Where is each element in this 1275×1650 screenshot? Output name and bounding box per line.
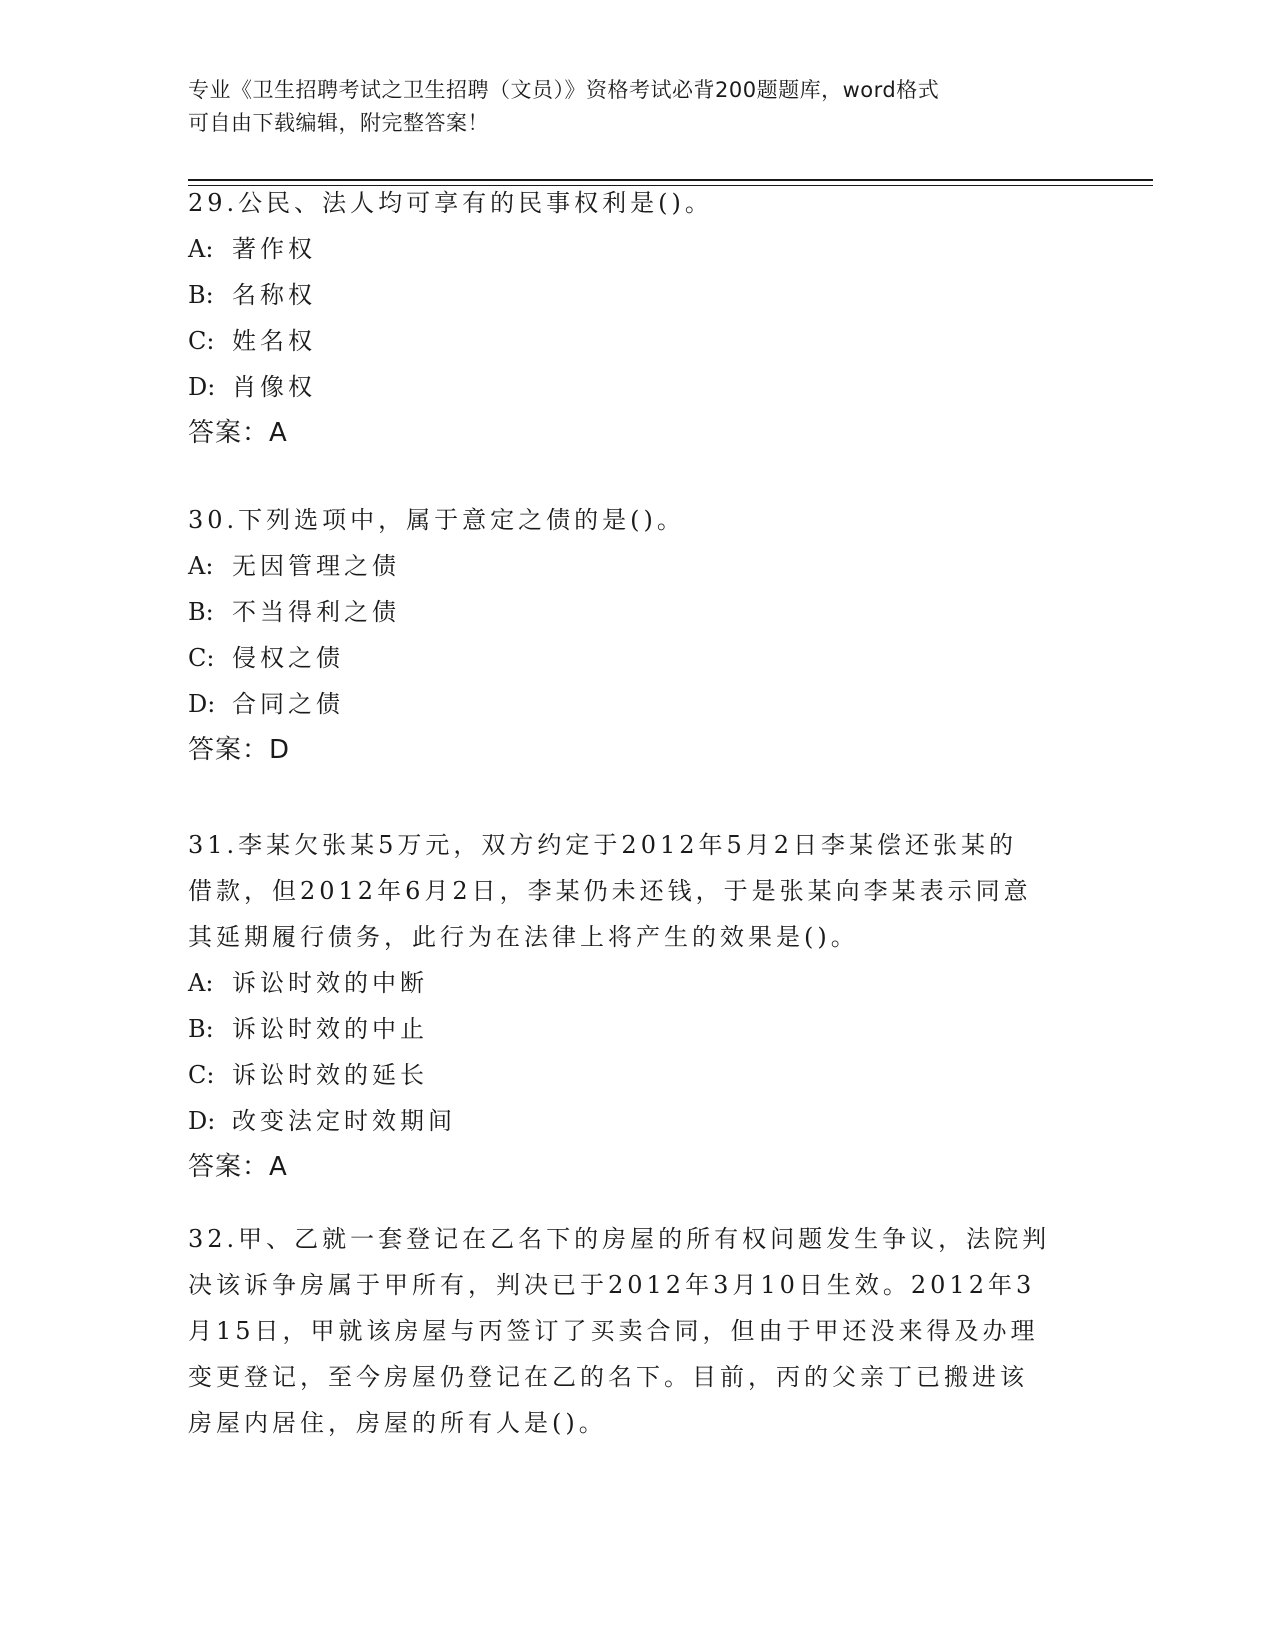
option-key: B: bbox=[188, 598, 214, 626]
header-title-line-1: 专业《卫生招聘考试之卫生招聘（文员）》资格考试必背200题题库，word格式 bbox=[188, 78, 940, 102]
stem-line: 31.李某欠张某5万元，双方约定于2012年5月2日李某偿还张某的 bbox=[188, 831, 1018, 859]
stem-line: 30.下列选项中，属于意定之债的是()。 bbox=[188, 506, 685, 534]
option-key: D: bbox=[188, 1107, 216, 1135]
answer-line: 答案：A bbox=[188, 418, 288, 448]
question-stem bbox=[188, 180, 1088, 226]
option-key: C: bbox=[188, 644, 215, 672]
stem-line: 32.甲、乙就一套登记在乙名下的房屋的所有权问题发生争议，法院判 bbox=[188, 1225, 1051, 1253]
option-key: C: bbox=[188, 1061, 215, 1089]
option-b bbox=[188, 589, 1088, 635]
question-32 bbox=[188, 1216, 1088, 1446]
option-key: D: bbox=[188, 690, 216, 718]
header-title-line-2: 可自由下载编辑，附完整答案！ bbox=[188, 111, 489, 135]
option-d bbox=[188, 1098, 1088, 1144]
stem-line: 决该诉争房属于甲所有，判决已于2012年3月10日生效。2012年3 bbox=[188, 1271, 1036, 1299]
stem-line: 借款，但2012年6月2日，李某仍未还钱，于是张某向李某表示同意 bbox=[188, 877, 1032, 905]
option-text: 姓名权 bbox=[232, 327, 316, 355]
option-key: A: bbox=[188, 969, 214, 997]
question-stem bbox=[188, 822, 1088, 960]
option-text: 诉讼时效的中断 bbox=[232, 969, 428, 997]
question-stem bbox=[188, 1216, 1088, 1446]
stem-line: 变更登记，至今房屋仍登记在乙的名下。目前，丙的父亲丁已搬进该 bbox=[188, 1363, 1028, 1391]
option-text: 不当得利之债 bbox=[232, 598, 400, 626]
answer-line: 答案：D bbox=[188, 735, 291, 765]
option-key: A: bbox=[188, 552, 214, 580]
option-key: B: bbox=[188, 281, 214, 309]
option-text: 名称权 bbox=[232, 281, 316, 309]
option-a bbox=[188, 960, 1088, 1006]
option-c bbox=[188, 1052, 1088, 1098]
option-text: 侵权之债 bbox=[232, 644, 344, 672]
option-a bbox=[188, 543, 1088, 589]
option-key: D: bbox=[188, 373, 216, 401]
stem-line: 房屋内居住，房屋的所有人是()。 bbox=[188, 1409, 607, 1437]
option-text: 合同之债 bbox=[232, 690, 344, 718]
option-key: B: bbox=[188, 1015, 214, 1043]
question-stem bbox=[188, 497, 1088, 543]
option-d bbox=[188, 364, 1088, 410]
question-29 bbox=[188, 180, 1088, 456]
stem-line: 月15日，甲就该房屋与丙签订了买卖合同，但由于甲还没来得及办理 bbox=[188, 1317, 1039, 1345]
option-key: C: bbox=[188, 327, 215, 355]
option-a bbox=[188, 226, 1088, 272]
option-d bbox=[188, 681, 1088, 727]
option-text: 肖像权 bbox=[232, 373, 316, 401]
stem-line: 29.公民、法人均可享有的民事权利是()。 bbox=[188, 189, 713, 217]
option-text: 无因管理之债 bbox=[232, 552, 400, 580]
answer-line: 答案：A bbox=[188, 1152, 288, 1182]
option-text: 诉讼时效的中止 bbox=[232, 1015, 428, 1043]
question-30 bbox=[188, 497, 1088, 773]
option-c bbox=[188, 635, 1088, 681]
option-key: A: bbox=[188, 235, 214, 263]
option-text: 诉讼时效的延长 bbox=[232, 1061, 428, 1089]
option-b bbox=[188, 1006, 1088, 1052]
document-header bbox=[188, 74, 1088, 140]
option-text: 著作权 bbox=[232, 235, 316, 263]
option-b bbox=[188, 272, 1088, 318]
question-31 bbox=[188, 822, 1088, 1190]
stem-line: 其延期履行债务，此行为在法律上将产生的效果是()。 bbox=[188, 923, 859, 951]
option-c bbox=[188, 318, 1088, 364]
option-text: 改变法定时效期间 bbox=[232, 1107, 456, 1135]
